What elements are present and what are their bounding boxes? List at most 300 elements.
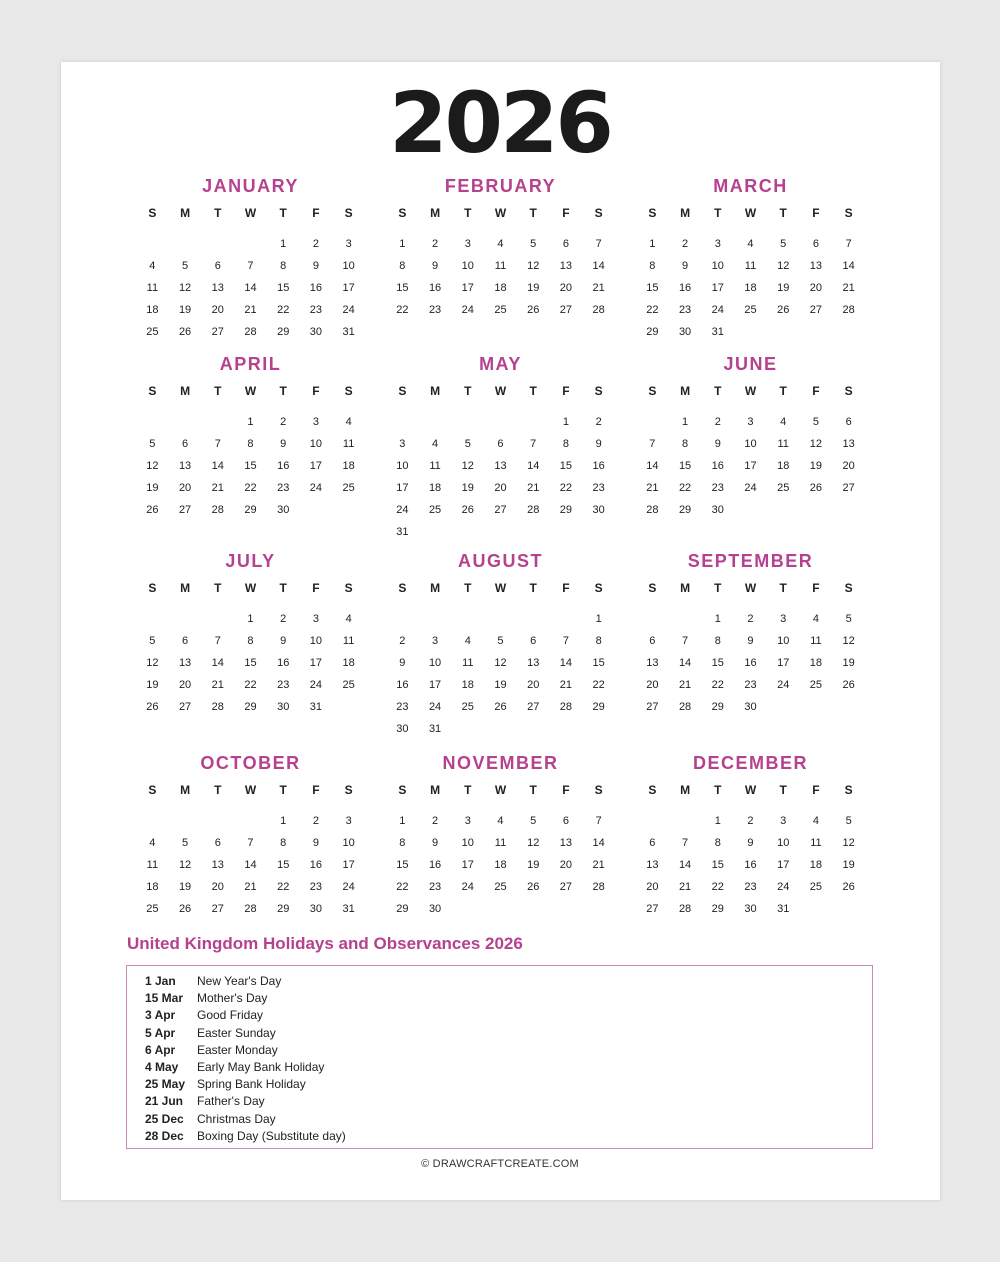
empty-cell (636, 608, 669, 630)
day-cell: 22 (592, 679, 605, 691)
day-cell: 25 (777, 482, 790, 494)
day-cell: 18 (809, 859, 823, 871)
day-cell: 27 (646, 701, 659, 713)
day-cell: 10 (777, 635, 790, 647)
day-cell: 29 (592, 701, 605, 713)
day-cell: 23 (277, 482, 290, 494)
day-cell: 3 (312, 416, 319, 428)
day-cell: 18 (494, 282, 507, 294)
day-cell: 19 (527, 859, 540, 871)
day-cell: 16 (592, 460, 605, 472)
day-cell: 13 (178, 657, 192, 669)
weekday-label: S (344, 206, 353, 220)
day-cell: 18 (744, 282, 757, 294)
month-grid (136, 582, 365, 718)
day-cell: 20 (494, 482, 507, 494)
day-cell: 5 (149, 438, 156, 450)
year-title: 2026 (389, 74, 611, 172)
weekday-label: S (148, 206, 157, 220)
day-cell: 11 (810, 837, 822, 849)
day-cell: 5 (530, 238, 537, 250)
day-cell: 16 (396, 679, 409, 691)
day-cell: 22 (396, 881, 409, 893)
day-cell: 10 (309, 635, 323, 647)
day-cell: 31 (342, 326, 355, 338)
empty-cell (517, 411, 550, 433)
empty-cell (386, 411, 419, 433)
day-cell: 23 (428, 304, 442, 316)
day-cell: 24 (744, 482, 757, 494)
day-cell: 10 (396, 460, 409, 472)
day-cell: 22 (559, 482, 573, 494)
weekday-label: W (244, 783, 257, 797)
day-cell: 13 (809, 260, 823, 272)
weekday-label: S (648, 783, 657, 797)
day-cell: 26 (461, 504, 474, 516)
month-grid (386, 207, 615, 321)
day-cell: 25 (809, 881, 823, 893)
day-cell: 18 (461, 679, 474, 691)
day-cell: 21 (592, 282, 605, 294)
weekday-label: W (744, 206, 757, 220)
day-cell: 30 (592, 504, 605, 516)
day-cell: 27 (646, 903, 659, 915)
day-cell: 20 (527, 679, 540, 691)
day-cell: 29 (244, 701, 257, 713)
day-cell: 30 (428, 903, 442, 915)
weekday-label: F (562, 384, 570, 398)
month-name: DECEMBER (692, 753, 808, 773)
day-cell: 3 (345, 815, 352, 827)
day-cell: 9 (280, 438, 287, 450)
day-cell: 5 (530, 815, 537, 827)
weekday-label: T (279, 581, 287, 595)
day-cell: 20 (646, 679, 659, 691)
day-cell: 8 (280, 837, 287, 849)
day-cell: 22 (396, 304, 409, 316)
day-cell: 8 (714, 635, 721, 647)
day-cell: 2 (682, 238, 689, 250)
day-cell: 15 (592, 657, 605, 669)
day-cell: 13 (494, 460, 507, 472)
empty-cell (169, 608, 202, 630)
weekday-label: S (398, 384, 407, 398)
day-cell: 23 (309, 304, 323, 316)
weekday-label: T (529, 384, 537, 398)
day-cell: 28 (244, 903, 257, 915)
day-cell: 13 (559, 837, 573, 849)
day-cell: 21 (559, 679, 573, 691)
day-cell: 23 (678, 304, 692, 316)
day-cell: 29 (396, 903, 409, 915)
day-cell: 10 (744, 438, 757, 450)
day-cell: 28 (527, 504, 540, 516)
month-name: SEPTEMBER (687, 551, 814, 571)
day-cell: 11 (744, 260, 757, 272)
day-cell: 26 (494, 701, 507, 713)
empty-cell (669, 608, 702, 630)
weekday-label: T (529, 783, 537, 797)
empty-cell (419, 608, 452, 630)
day-cell: 1 (682, 416, 689, 428)
day-cell: 12 (842, 837, 855, 849)
month-may (386, 353, 615, 543)
day-cell: 7 (247, 260, 254, 272)
weekday-label: F (312, 783, 320, 797)
day-cell: 23 (428, 881, 442, 893)
holiday-name: Easter Sunday (197, 1025, 276, 1040)
day-cell: 7 (247, 837, 254, 849)
day-cell: 19 (146, 482, 159, 494)
day-cell: 29 (244, 504, 257, 516)
day-cell: 22 (277, 304, 290, 316)
day-cell: 26 (178, 903, 192, 915)
weekday-label: W (244, 206, 257, 220)
weekday-label: M (180, 206, 191, 220)
day-cell: 6 (530, 635, 537, 647)
day-cell: 6 (214, 260, 221, 272)
weekday-label: M (680, 206, 691, 220)
day-cell: 6 (182, 438, 189, 450)
day-cell: 1 (714, 613, 721, 625)
day-cell: 29 (711, 903, 724, 915)
day-cell: 16 (309, 859, 323, 871)
day-cell: 22 (646, 304, 659, 316)
day-cell: 21 (211, 482, 224, 494)
day-cell: 12 (178, 282, 192, 294)
day-cell: 22 (244, 679, 257, 691)
day-cell: 13 (842, 438, 855, 450)
empty-cell (169, 411, 202, 433)
empty-cell (234, 810, 267, 832)
weekday-label: S (844, 384, 853, 398)
day-cell: 21 (678, 679, 692, 691)
day-cell: 31 (711, 326, 724, 338)
day-cell: 7 (595, 815, 602, 827)
day-cell: 10 (777, 837, 790, 849)
day-cell: 3 (464, 815, 471, 827)
day-cell: 18 (342, 460, 355, 472)
day-cell: 26 (527, 304, 540, 316)
day-cell: 11 (342, 635, 355, 647)
day-cell: 19 (527, 282, 540, 294)
weekday-label: M (680, 783, 691, 797)
day-cell: 12 (809, 438, 823, 450)
day-cell: 6 (497, 438, 504, 450)
month-name: JULY (225, 551, 276, 571)
day-cell: 27 (211, 326, 224, 338)
weekday-label: M (180, 581, 191, 595)
holiday-name: Boxing Day (Substitute day) (197, 1128, 346, 1143)
day-cell: 23 (277, 679, 290, 691)
day-cell: 23 (309, 881, 323, 893)
month-name: OCTOBER (200, 753, 301, 773)
day-cell: 27 (494, 504, 507, 516)
day-cell: 2 (399, 635, 406, 647)
day-cell: 2 (312, 815, 319, 827)
day-cell: 15 (559, 460, 573, 472)
weekday-label: T (779, 384, 787, 398)
month-march (636, 175, 865, 343)
holiday-name: Christmas Day (197, 1111, 276, 1126)
day-cell: 9 (747, 635, 754, 647)
day-cell: 24 (461, 304, 474, 316)
day-cell: 25 (461, 701, 474, 713)
day-cell: 14 (678, 859, 692, 871)
day-cell: 26 (842, 679, 855, 691)
day-cell: 5 (182, 260, 189, 272)
day-cell: 24 (309, 482, 323, 494)
weekday-label: T (714, 206, 722, 220)
day-cell: 8 (682, 438, 689, 450)
weekday-label: F (562, 581, 570, 595)
day-cell: 5 (182, 837, 189, 849)
day-cell: 9 (747, 837, 754, 849)
day-cell: 1 (714, 815, 721, 827)
day-cell: 1 (562, 416, 569, 428)
month-july (136, 550, 365, 718)
weekday-label: T (279, 206, 287, 220)
day-cell: 10 (428, 657, 442, 669)
empty-cell (136, 411, 169, 433)
day-cell: 8 (714, 837, 721, 849)
empty-cell (136, 810, 169, 832)
weekday-label: F (312, 384, 320, 398)
holiday-date: 28 Dec (145, 1128, 184, 1143)
day-cell: 3 (780, 613, 787, 625)
day-cell: 16 (309, 282, 323, 294)
weekday-label: S (844, 581, 853, 595)
day-cell: 2 (280, 416, 287, 428)
weekday-label: W (244, 384, 257, 398)
day-cell: 14 (592, 260, 605, 272)
day-cell: 2 (714, 416, 721, 428)
day-cell: 20 (211, 304, 224, 316)
weekday-label: T (529, 581, 537, 595)
day-cell: 19 (178, 304, 192, 316)
day-cell: 27 (559, 304, 573, 316)
day-cell: 22 (277, 881, 290, 893)
empty-cell (234, 233, 267, 255)
weekday-label: S (844, 783, 853, 797)
day-cell: 14 (211, 460, 224, 472)
month-august (386, 550, 615, 740)
day-cell: 9 (682, 260, 689, 272)
month-name: APRIL (219, 354, 282, 374)
day-cell: 13 (646, 657, 659, 669)
day-cell: 18 (342, 657, 355, 669)
holiday-date: 15 Mar (145, 991, 184, 1006)
day-cell: 20 (178, 679, 192, 691)
day-cell: 11 (462, 657, 474, 669)
day-cell: 30 (277, 701, 290, 713)
day-cell: 24 (342, 304, 355, 316)
weekday-label: F (812, 384, 820, 398)
day-cell: 12 (777, 260, 790, 272)
weekday-label: T (529, 206, 537, 220)
day-cell: 28 (592, 304, 605, 316)
holiday-date: 4 May (145, 1059, 179, 1074)
day-cell: 28 (678, 701, 692, 713)
day-cell: 28 (842, 304, 855, 316)
weekday-label: M (680, 581, 691, 595)
day-cell: 25 (146, 326, 159, 338)
month-grid (386, 784, 615, 920)
day-cell: 22 (711, 679, 724, 691)
day-cell: 6 (812, 238, 819, 250)
month-february (386, 175, 615, 321)
day-cell: 3 (312, 613, 319, 625)
day-cell: 14 (842, 260, 855, 272)
day-cell: 1 (399, 238, 406, 250)
day-cell: 4 (497, 815, 504, 827)
day-cell: 20 (646, 881, 659, 893)
empty-cell (169, 810, 202, 832)
day-cell: 4 (497, 238, 504, 250)
day-cell: 24 (711, 304, 724, 316)
weekday-label: M (180, 783, 191, 797)
weekday-label: S (344, 783, 353, 797)
weekday-label: S (648, 384, 657, 398)
day-cell: 24 (777, 881, 790, 893)
day-cell: 21 (678, 881, 692, 893)
day-cell: 14 (646, 460, 659, 472)
day-cell: 20 (178, 482, 192, 494)
day-cell: 19 (494, 679, 507, 691)
day-cell: 1 (247, 416, 254, 428)
month-grid (636, 582, 865, 718)
empty-cell (636, 810, 669, 832)
day-cell: 7 (682, 635, 689, 647)
day-cell: 18 (428, 482, 442, 494)
holiday-row (145, 990, 872, 1007)
weekday-label: S (148, 581, 157, 595)
day-cell: 16 (277, 460, 290, 472)
month-grid (386, 385, 615, 543)
empty-cell (201, 411, 234, 433)
day-cell: 6 (214, 837, 221, 849)
day-cell: 8 (247, 635, 254, 647)
day-cell: 8 (399, 260, 406, 272)
day-cell: 3 (747, 416, 754, 428)
weekday-label: T (714, 581, 722, 595)
weekday-label: S (594, 783, 603, 797)
day-cell: 4 (812, 613, 819, 625)
day-cell: 25 (494, 304, 507, 316)
day-cell: 5 (780, 238, 787, 250)
weekday-label: S (344, 581, 353, 595)
day-cell: 21 (842, 282, 855, 294)
day-cell: 24 (309, 679, 323, 691)
month-september (636, 550, 865, 718)
day-cell: 28 (211, 701, 224, 713)
day-cell: 15 (396, 859, 409, 871)
month-grid (636, 385, 865, 521)
day-cell: 3 (345, 238, 352, 250)
day-cell: 26 (178, 326, 192, 338)
day-cell: 18 (146, 881, 159, 893)
month-april (136, 353, 365, 521)
day-cell: 24 (428, 701, 442, 713)
day-cell: 26 (146, 504, 159, 516)
day-cell: 4 (747, 238, 754, 250)
empty-cell (386, 608, 419, 630)
day-cell: 6 (649, 837, 656, 849)
day-cell: 25 (428, 504, 442, 516)
day-cell: 16 (711, 460, 724, 472)
holiday-name: Early May Bank Holiday (197, 1059, 325, 1074)
day-cell: 2 (432, 238, 439, 250)
day-cell: 5 (845, 613, 852, 625)
day-cell: 10 (309, 438, 323, 450)
day-cell: 1 (280, 815, 287, 827)
weekday-label: T (779, 581, 787, 595)
holiday-row (145, 1128, 872, 1145)
day-cell: 27 (809, 304, 823, 316)
day-cell: 31 (396, 526, 409, 538)
day-cell: 3 (432, 635, 439, 647)
day-cell: 11 (146, 859, 159, 871)
weekday-label: F (562, 206, 570, 220)
day-cell: 17 (309, 657, 323, 669)
weekday-label: W (494, 783, 507, 797)
weekday-label: T (779, 783, 787, 797)
day-cell: 11 (429, 460, 441, 472)
holiday-name: Mother's Day (197, 991, 268, 1006)
day-cell: 9 (714, 438, 721, 450)
day-cell: 27 (178, 701, 192, 713)
weekday-label: M (430, 206, 441, 220)
weekday-label: T (714, 384, 722, 398)
day-cell: 28 (592, 881, 605, 893)
day-cell: 15 (711, 859, 724, 871)
day-cell: 17 (461, 282, 474, 294)
day-cell: 15 (396, 282, 409, 294)
day-cell: 24 (342, 881, 355, 893)
day-cell: 21 (211, 679, 224, 691)
weekday-label: F (812, 783, 820, 797)
day-cell: 15 (277, 282, 290, 294)
month-december (636, 752, 865, 920)
day-cell: 1 (649, 238, 656, 250)
day-cell: 15 (277, 859, 290, 871)
month-grid (386, 582, 615, 740)
day-cell: 11 (146, 282, 159, 294)
holiday-name: New Year's Day (197, 974, 282, 988)
weekday-label: T (214, 384, 222, 398)
weekday-label: M (680, 384, 691, 398)
day-cell: 16 (678, 282, 692, 294)
day-cell: 13 (178, 460, 192, 472)
day-cell: 21 (527, 482, 540, 494)
holiday-date: 3 Apr (145, 1008, 176, 1023)
day-cell: 20 (559, 859, 573, 871)
day-cell: 5 (464, 438, 471, 450)
day-cell: 16 (428, 282, 442, 294)
weekday-label: S (594, 581, 603, 595)
weekday-label: M (430, 783, 441, 797)
day-cell: 13 (527, 657, 540, 669)
day-cell: 29 (711, 701, 724, 713)
day-cell: 31 (777, 903, 790, 915)
day-cell: 17 (342, 282, 355, 294)
day-cell: 30 (744, 701, 757, 713)
day-cell: 9 (312, 260, 319, 272)
day-cell: 14 (678, 657, 692, 669)
day-cell: 23 (744, 679, 757, 691)
holiday-row (145, 1076, 872, 1093)
day-cell: 25 (809, 679, 823, 691)
